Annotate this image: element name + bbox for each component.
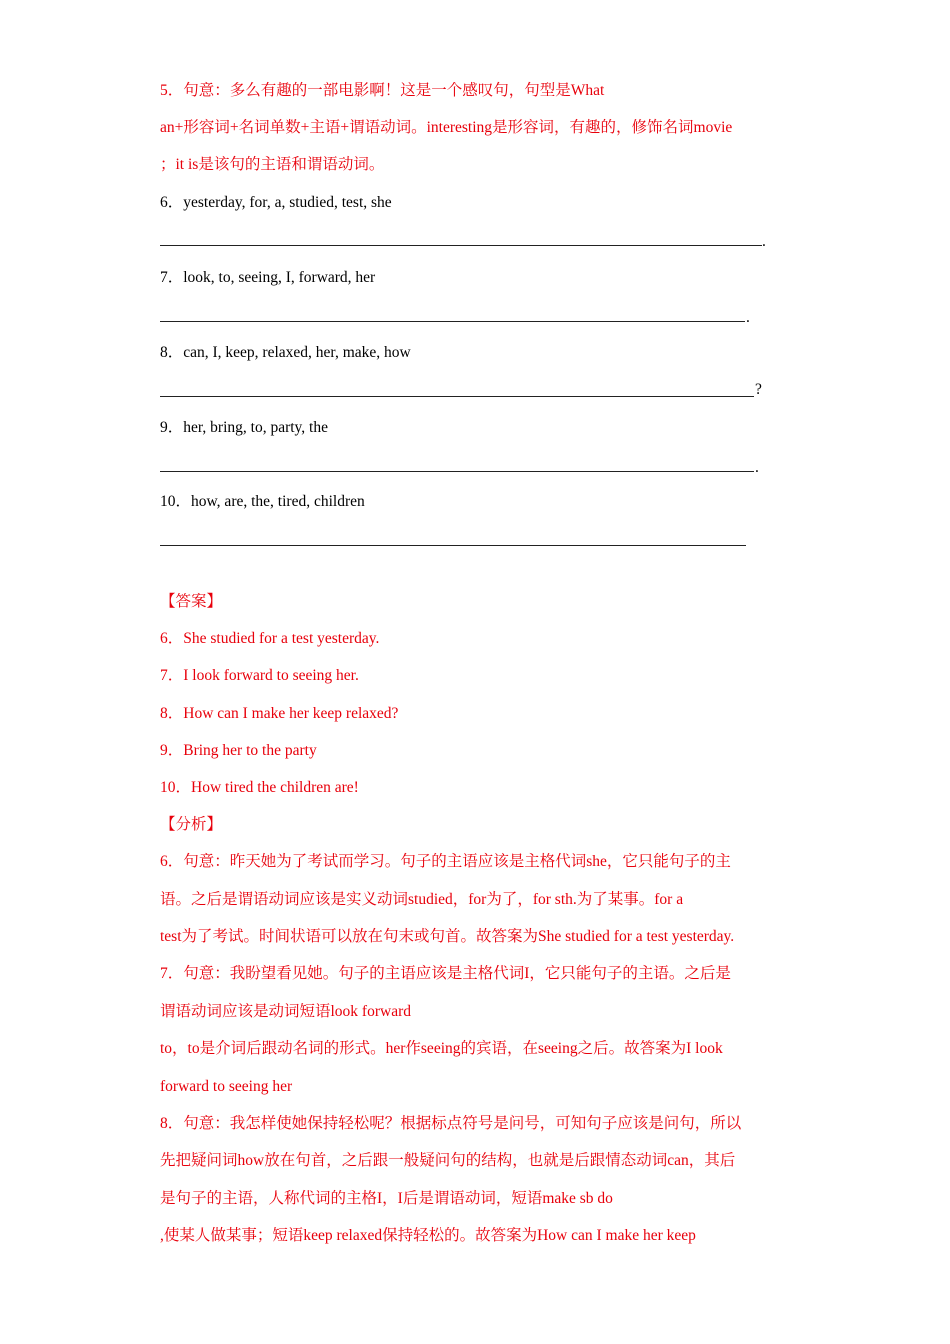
question-7-prompt: 7．look, to, seeing, I, forward, her — [160, 269, 376, 286]
analysis-line: 语。之后是谓语动词应该是实义动词studied，for为了，for sth.为了某事。for a — [160, 891, 684, 908]
question-10-answer-line[interactable] — [160, 545, 746, 547]
answer-9: 9．Bring her to the party — [160, 742, 317, 759]
analysis-line: test为了考试。时间状语可以放在句末或句首。故答案为She studied for a test yesterday. — [160, 928, 735, 945]
analysis-line: 6．句意：昨天她为了考试而学习。句子的主语应该是主格代词she，它只能句子的主 — [160, 853, 731, 870]
analysis-line: 谓语动词应该是动词短语look forward — [160, 1003, 411, 1020]
analysis-line: 7．句意：我盼望看见她。句子的主语应该是主格代词I，它只能句子的主语。之后是 — [160, 965, 731, 982]
question-9-end-punct: . — [755, 459, 759, 476]
question-6-answer-line[interactable] — [160, 245, 762, 247]
analysis-heading: 【分析】 — [160, 816, 223, 833]
question-7-answer-line[interactable] — [160, 321, 745, 323]
analysis-line: 8．句意：我怎样使她保持轻松呢？根据标点符号是问号，可知句子应该是问句，所以 — [160, 1115, 742, 1132]
question-6-prompt: 6．yesterday, for, a, studied, test, she — [160, 194, 392, 211]
analysis-line: 先把疑问词how放在句首，之后跟一般疑问句的结构，也就是后跟情态动词can，其后 — [160, 1152, 736, 1169]
q5-explanation-line-3: ；it is是该句的主语和谓语动词。 — [160, 156, 385, 173]
answer-heading: 【答案】 — [160, 593, 223, 610]
q5-explanation-line-2: an+形容词+名词单数+主语+谓语动词。interesting是形容词，有趣的，修饰名词movie — [160, 119, 733, 136]
q5-explanation-line-1: 5．句意：多么有趣的一部电影啊！这是一个感叹句，句型是What — [160, 82, 605, 99]
question-8-answer-line[interactable] — [160, 396, 754, 398]
answer-7: 7．I look forward to seeing her. — [160, 667, 359, 684]
question-9-answer-line[interactable] — [160, 471, 754, 473]
question-8-end-punct: ? — [755, 381, 762, 398]
analysis-line: ,使某人做某事；短语keep relaxed保持轻松的。故答案为How can I make her keep — [160, 1227, 696, 1244]
question-10-prompt: 10．how, are, the, tired, children — [160, 493, 365, 510]
answer-10: 10．How tired the children are! — [160, 779, 359, 796]
analysis-line: forward to seeing her — [160, 1078, 293, 1095]
question-9-prompt: 9．her, bring, to, party, the — [160, 419, 328, 436]
answer-8: 8．How can I make her keep relaxed? — [160, 705, 399, 722]
question-6-end-punct: . — [762, 233, 766, 250]
question-8-prompt: 8．can, I, keep, relaxed, her, make, how — [160, 344, 411, 361]
analysis-line: 是句子的主语，人称代词的主格I，I后是谓语动词，短语make sb do — [160, 1190, 613, 1207]
answer-6: 6．She studied for a test yesterday. — [160, 630, 380, 647]
question-7-end-punct: . — [746, 309, 750, 326]
analysis-line: to，to是介词后跟动名词的形式。her作seeing的宾语，在seeing之后。故答案为I look — [160, 1040, 723, 1057]
